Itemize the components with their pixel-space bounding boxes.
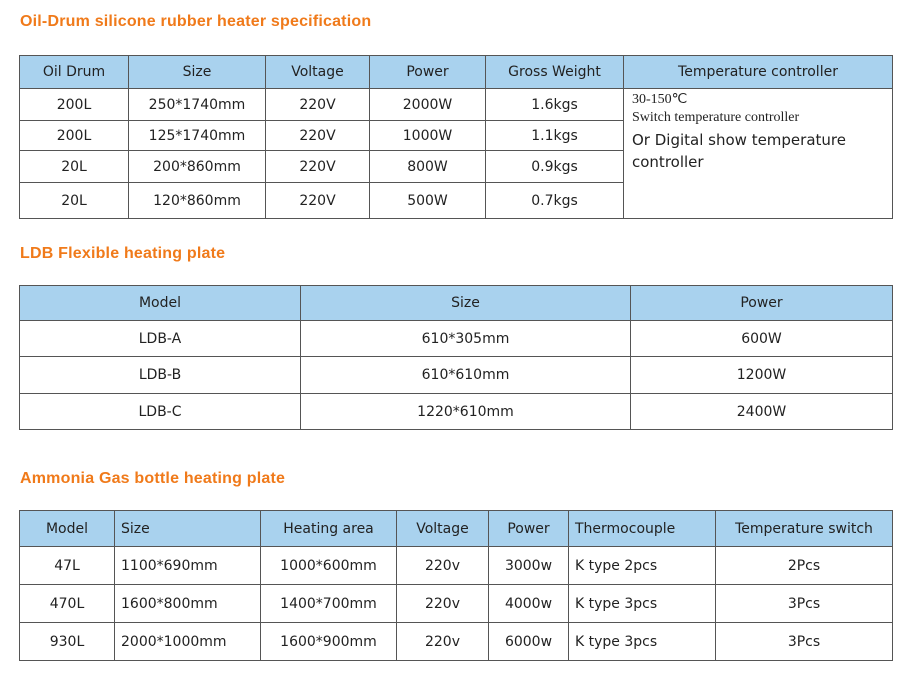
header-power: Power bbox=[631, 286, 893, 321]
cell-size: 200*860mm bbox=[129, 151, 266, 183]
cell-model: 47L bbox=[20, 547, 115, 585]
header-size: Size bbox=[301, 286, 631, 321]
table-row bbox=[20, 547, 893, 585]
controller-switch: Switch temperature controller bbox=[632, 110, 800, 125]
controller-range: 30-150℃ bbox=[632, 92, 688, 107]
header-model: Model bbox=[20, 511, 115, 547]
cell-size: 2000*1000mm bbox=[115, 623, 261, 661]
cell-thermocouple: K type 3pcs bbox=[569, 623, 716, 661]
cell-size: 125*1740mm bbox=[129, 121, 266, 151]
cell-model: LDB-B bbox=[20, 357, 301, 394]
cell-temperature-switch: 3Pcs bbox=[716, 623, 893, 661]
table-row bbox=[20, 89, 893, 121]
cell-power: 600W bbox=[631, 321, 893, 357]
cell-power: 1200W bbox=[631, 357, 893, 394]
cell-size: 1100*690mm bbox=[115, 547, 261, 585]
cell-weight: 1.1kgs bbox=[486, 121, 624, 151]
table-row bbox=[20, 623, 893, 661]
cell-weight: 0.9kgs bbox=[486, 151, 624, 183]
cell-power: 4000w bbox=[489, 585, 569, 623]
cell-voltage: 220V bbox=[266, 151, 370, 183]
cell-thermocouple: K type 3pcs bbox=[569, 585, 716, 623]
cell-thermocouple: K type 2pcs bbox=[569, 547, 716, 585]
cell-size: 610*305mm bbox=[301, 321, 631, 357]
cell-voltage: 220V bbox=[266, 121, 370, 151]
controller-digital: Or Digital show temperature controller bbox=[632, 131, 846, 171]
ldb-header-row bbox=[20, 286, 893, 321]
cell-power: 3000w bbox=[489, 547, 569, 585]
cell-power: 2000W bbox=[370, 89, 486, 121]
oil-drum-spec-table bbox=[19, 55, 893, 219]
header-voltage: Voltage bbox=[397, 511, 489, 547]
cell-weight: 1.6kgs bbox=[486, 89, 624, 121]
cell-heating-area: 1600*900mm bbox=[261, 623, 397, 661]
oil-drum-header-row bbox=[20, 56, 893, 89]
header-temperature-controller: Temperature controller bbox=[624, 56, 893, 89]
cell-heating-area: 1400*700mm bbox=[261, 585, 397, 623]
table-row bbox=[20, 585, 893, 623]
table-row bbox=[20, 394, 893, 430]
cell-model: 930L bbox=[20, 623, 115, 661]
cell-size: 250*1740mm bbox=[129, 89, 266, 121]
header-temperature-switch: Temperature switch bbox=[716, 511, 893, 547]
cell-temperature-switch: 3Pcs bbox=[716, 585, 893, 623]
cell-model: LDB-A bbox=[20, 321, 301, 357]
cell-voltage: 220v bbox=[397, 585, 489, 623]
cell-drum: 200L bbox=[20, 89, 129, 121]
header-power: Power bbox=[489, 511, 569, 547]
header-voltage: Voltage bbox=[266, 56, 370, 89]
cell-model: 470L bbox=[20, 585, 115, 623]
header-power: Power bbox=[370, 56, 486, 89]
ammonia-section-title: Ammonia Gas bottle heating plate bbox=[20, 470, 286, 487]
header-oil-drum: Oil Drum bbox=[20, 56, 129, 89]
cell-size: 120*860mm bbox=[129, 183, 266, 219]
header-thermocouple: Thermocouple bbox=[569, 511, 716, 547]
cell-power: 500W bbox=[370, 183, 486, 219]
header-size: Size bbox=[129, 56, 266, 89]
temperature-controller-cell bbox=[624, 89, 893, 219]
cell-power: 1000W bbox=[370, 121, 486, 151]
cell-size: 1220*610mm bbox=[301, 394, 631, 430]
cell-size: 1600*800mm bbox=[115, 585, 261, 623]
cell-temperature-switch: 2Pcs bbox=[716, 547, 893, 585]
table-row bbox=[20, 321, 893, 357]
cell-power: 6000w bbox=[489, 623, 569, 661]
cell-voltage: 220V bbox=[266, 183, 370, 219]
cell-voltage: 220v bbox=[397, 623, 489, 661]
cell-power: 800W bbox=[370, 151, 486, 183]
oil-drum-section-title: Oil-Drum silicone rubber heater specification bbox=[20, 13, 372, 30]
header-model: Model bbox=[20, 286, 301, 321]
cell-drum: 20L bbox=[20, 151, 129, 183]
cell-drum: 20L bbox=[20, 183, 129, 219]
cell-drum: 200L bbox=[20, 121, 129, 151]
table-row bbox=[20, 357, 893, 394]
header-gross-weight: Gross Weight bbox=[486, 56, 624, 89]
ldb-spec-table bbox=[19, 285, 893, 430]
cell-voltage: 220V bbox=[266, 89, 370, 121]
cell-heating-area: 1000*600mm bbox=[261, 547, 397, 585]
cell-weight: 0.7kgs bbox=[486, 183, 624, 219]
cell-size: 610*610mm bbox=[301, 357, 631, 394]
cell-voltage: 220v bbox=[397, 547, 489, 585]
ammonia-spec-table bbox=[19, 510, 893, 661]
ammonia-header-row bbox=[20, 511, 893, 547]
cell-model: LDB-C bbox=[20, 394, 301, 430]
header-size: Size bbox=[115, 511, 261, 547]
ldb-section-title: LDB Flexible heating plate bbox=[20, 245, 226, 262]
cell-power: 2400W bbox=[631, 394, 893, 430]
header-heating-area: Heating area bbox=[261, 511, 397, 547]
